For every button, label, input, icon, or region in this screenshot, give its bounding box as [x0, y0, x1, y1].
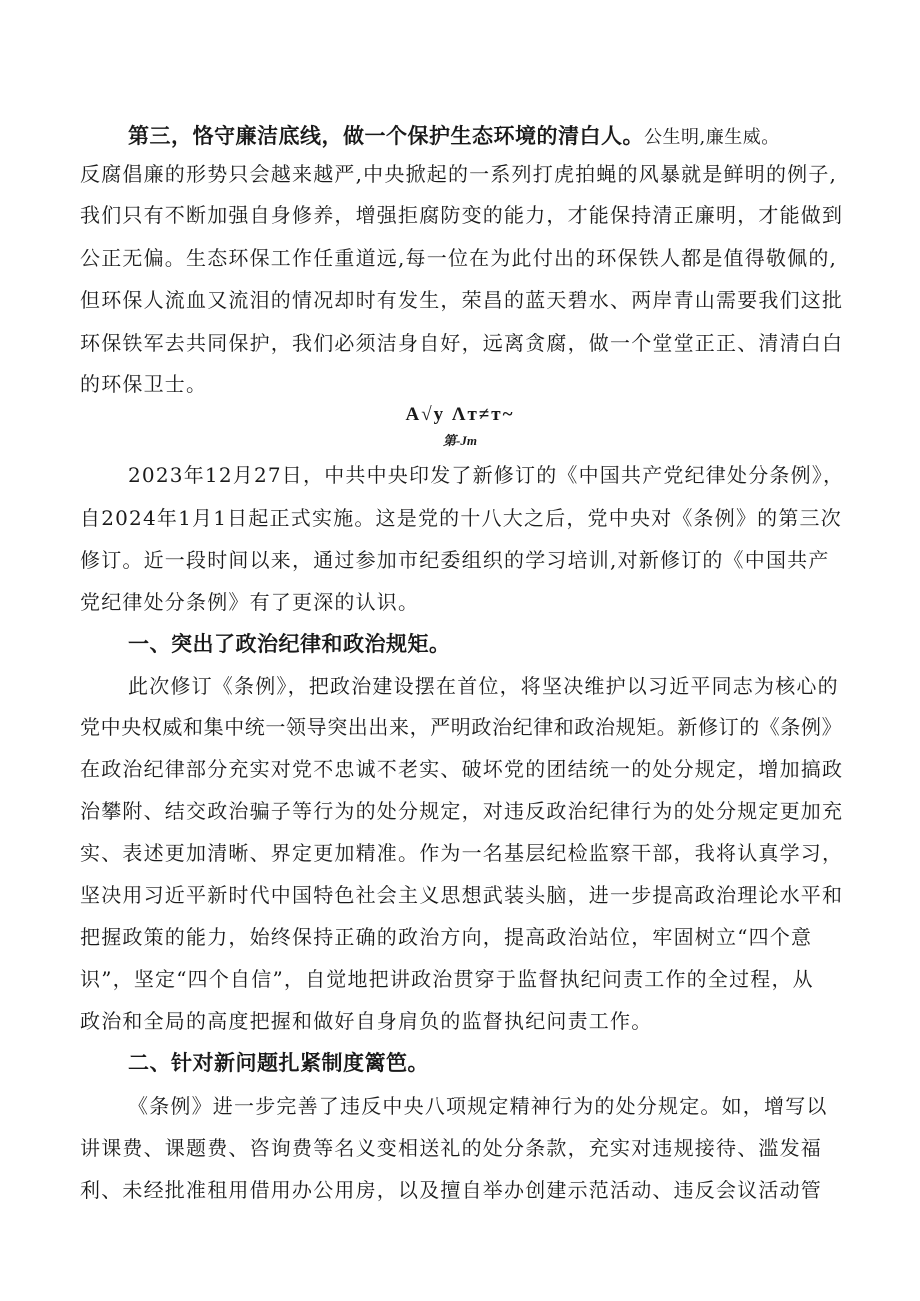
section-three-heading: 第三，恪守廉洁底线，做一个保护生态环境的清白人。 [128, 124, 644, 148]
body-line: 党中央权威和集中统一领导突出出来，严明政治纪律和政治规矩。新修订的《条例》 [80, 715, 843, 739]
body-line: 但环保人流血又流泪的情况却时有发生，荣昌的蓝天碧水、两岸青山需要我们这批 [80, 288, 844, 312]
body-line: 坚决用习近平新时代中国特色社会主义思想武装头脑，进一步提高政治理论水平和 [80, 883, 844, 907]
body-line: 修订。近一段时间以来，通过参加市纪委组织的学习培训,对新修订的《中国共产 [80, 548, 830, 572]
garbled-article-title: A√y Λт≠т~ [405, 404, 515, 425]
body-line: 《条例》进一步完善了违反中央八项规定精神行为的处分规定。如，增写以 [128, 1094, 828, 1118]
body-line: 反腐倡廉的形势只会越来越严,中央掀起的一系列打虎拍蝇的风暴就是鲜明的例子, [80, 162, 838, 186]
body-line: 2023年12月27日，中共中央印发了新修订的《中国共产党纪律处分条例》， [128, 463, 845, 487]
section-heading-2: 二、针对新问题扎紧制度篱笆。 [128, 1051, 429, 1075]
body-line: 把握政策的能力，始终保持正确的政治方向，提高政治站位，牢固树立“四个意 [80, 925, 813, 949]
body-line: 公正无偏。生态环保工作任重道远,每一位在为此付出的环保铁人都是值得敬佩的, [80, 246, 838, 270]
body-line: 在政治纪律部分充实对党不忠诚不老实、破坏党的团结统一的处分规定，增加搞政 [80, 757, 844, 781]
body-line: 党纪律处分条例》有了更深的认识。 [80, 590, 420, 614]
body-line: 此次修订《条例》，把政治建设摆在首位，将坚决维护以习近平同志为核心的 [128, 674, 839, 698]
body-line: 利、未经批准租用借用办公用房，以及擅自举办创建示范活动、违反会议活动管 [80, 1178, 822, 1202]
body-line: 我们只有不断加强自身修养，增强拒腐防变的能力，才能保持清正廉明，才能做到 [80, 203, 844, 227]
section-three-heading-line [128, 124, 780, 150]
body-line: 治攀附、结交政治骗子等行为的处分规定，对违反政治纪律行为的处分规定更加充 [80, 799, 844, 823]
body-line: 识”，坚定“四个自信”，自觉地把讲政治贯穿于监督执纪问责工作的全过程，从 [80, 967, 814, 991]
body-line: 环保铁军去共同保护，我们必须洁身自好，远离贪腐，做一个堂堂正正、清清白白 [80, 331, 844, 355]
body-line: 自2024年1月1日起正式实施。这是党的十八大之后，党中央对《条例》的第三次 [80, 506, 842, 530]
body-line: 的环保卫士。 [80, 372, 208, 396]
section-heading-1: 一、突出了政治纪律和政治规矩。 [128, 632, 451, 656]
body-line: 讲课费、课题费、咨询费等名义变相送礼的处分条款，充实对违规接待、滥发福 [80, 1136, 822, 1160]
section-three-heading-tail: 公生明,廉生威。 [644, 127, 780, 148]
garbled-article-subtitle: 第-Jm [443, 433, 477, 448]
body-line: 实、表述更加清晰、界定更加精准。作为一名基层纪检监察干部，我将认真学习， [80, 841, 844, 865]
body-line: 政治和全局的高度把握和做好自身肩负的监督执纪问责工作。 [80, 1009, 653, 1033]
